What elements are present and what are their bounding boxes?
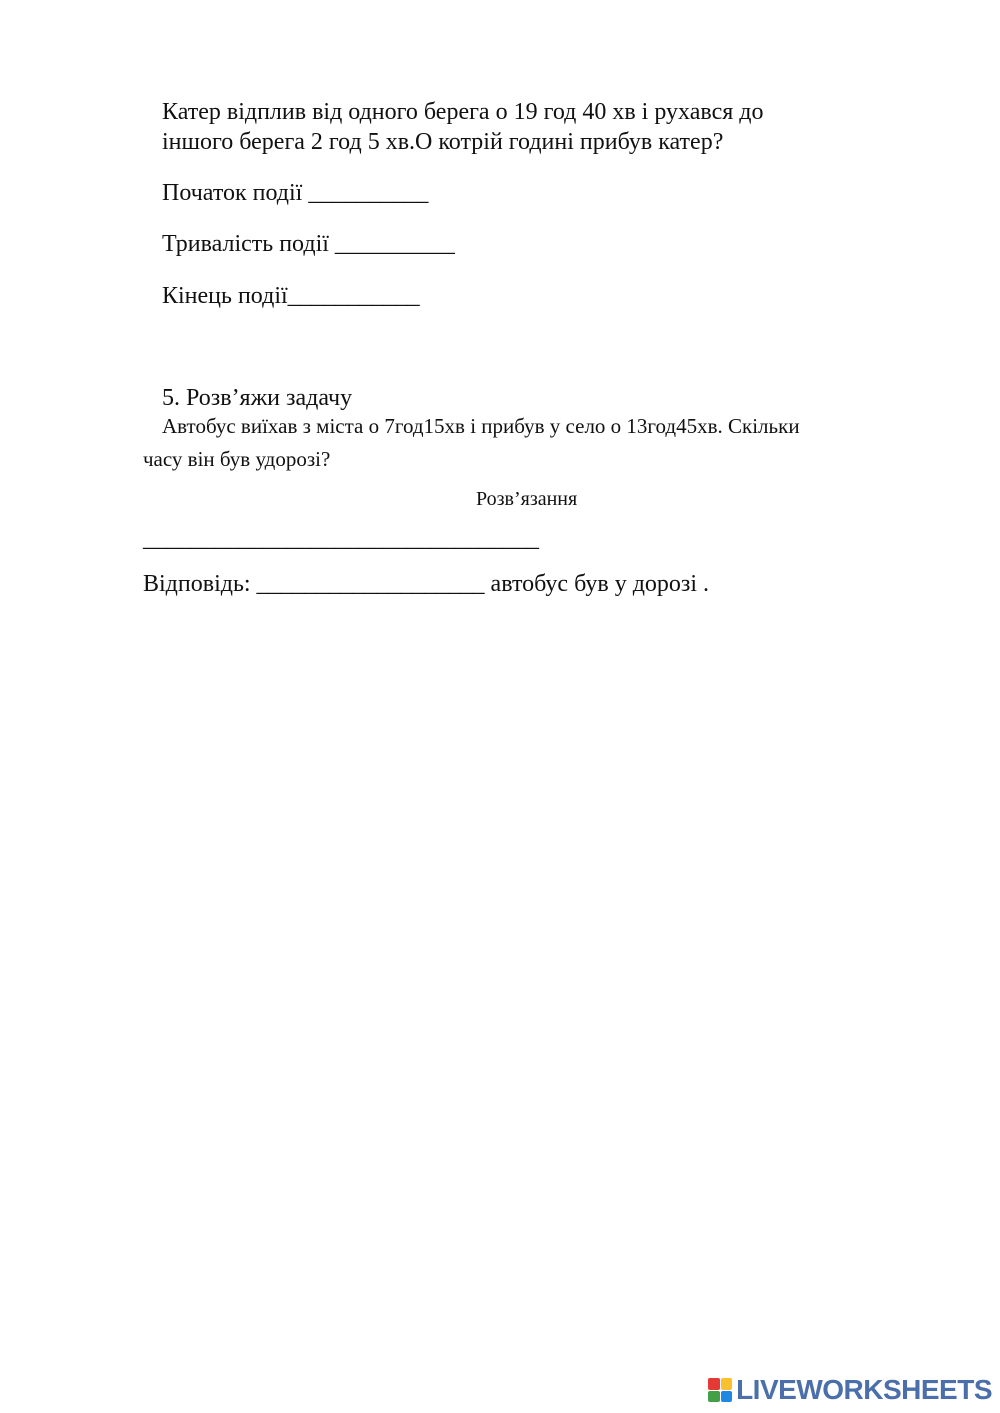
task4-problem-line1: Катер відплив від одного берега о 19 год 40 хв і рухався до [162,99,764,125]
task5-problem-line1: Автобус виїхав з міста о 7год15хв і прибув у село о 13год45хв. Скільки [162,414,800,438]
logo-text: LIVEWORKSHEETS [736,1374,992,1405]
task5-problem-line2: часу він був удорозі? [143,447,331,471]
solution-label: Розв’язання [476,488,578,510]
start-of-event-field[interactable]: Початок події __________ [162,180,429,206]
task4-problem-line2: іншого берега 2 год 5 хв.О котрій годині прибув катер? [162,129,724,155]
end-of-event-field[interactable]: Кінець події___________ [162,283,420,309]
logo-mark-icon [708,1378,732,1402]
liveworksheets-logo [708,1373,992,1407]
answer-line[interactable]: Відповідь: ___________________ автобус був у дорозі . [143,571,710,597]
task5-heading: 5. Розв’яжи задачу [162,385,353,411]
solution-line[interactable]: _________________________________ [143,526,539,552]
duration-of-event-field[interactable]: Тривалість події __________ [162,231,455,257]
